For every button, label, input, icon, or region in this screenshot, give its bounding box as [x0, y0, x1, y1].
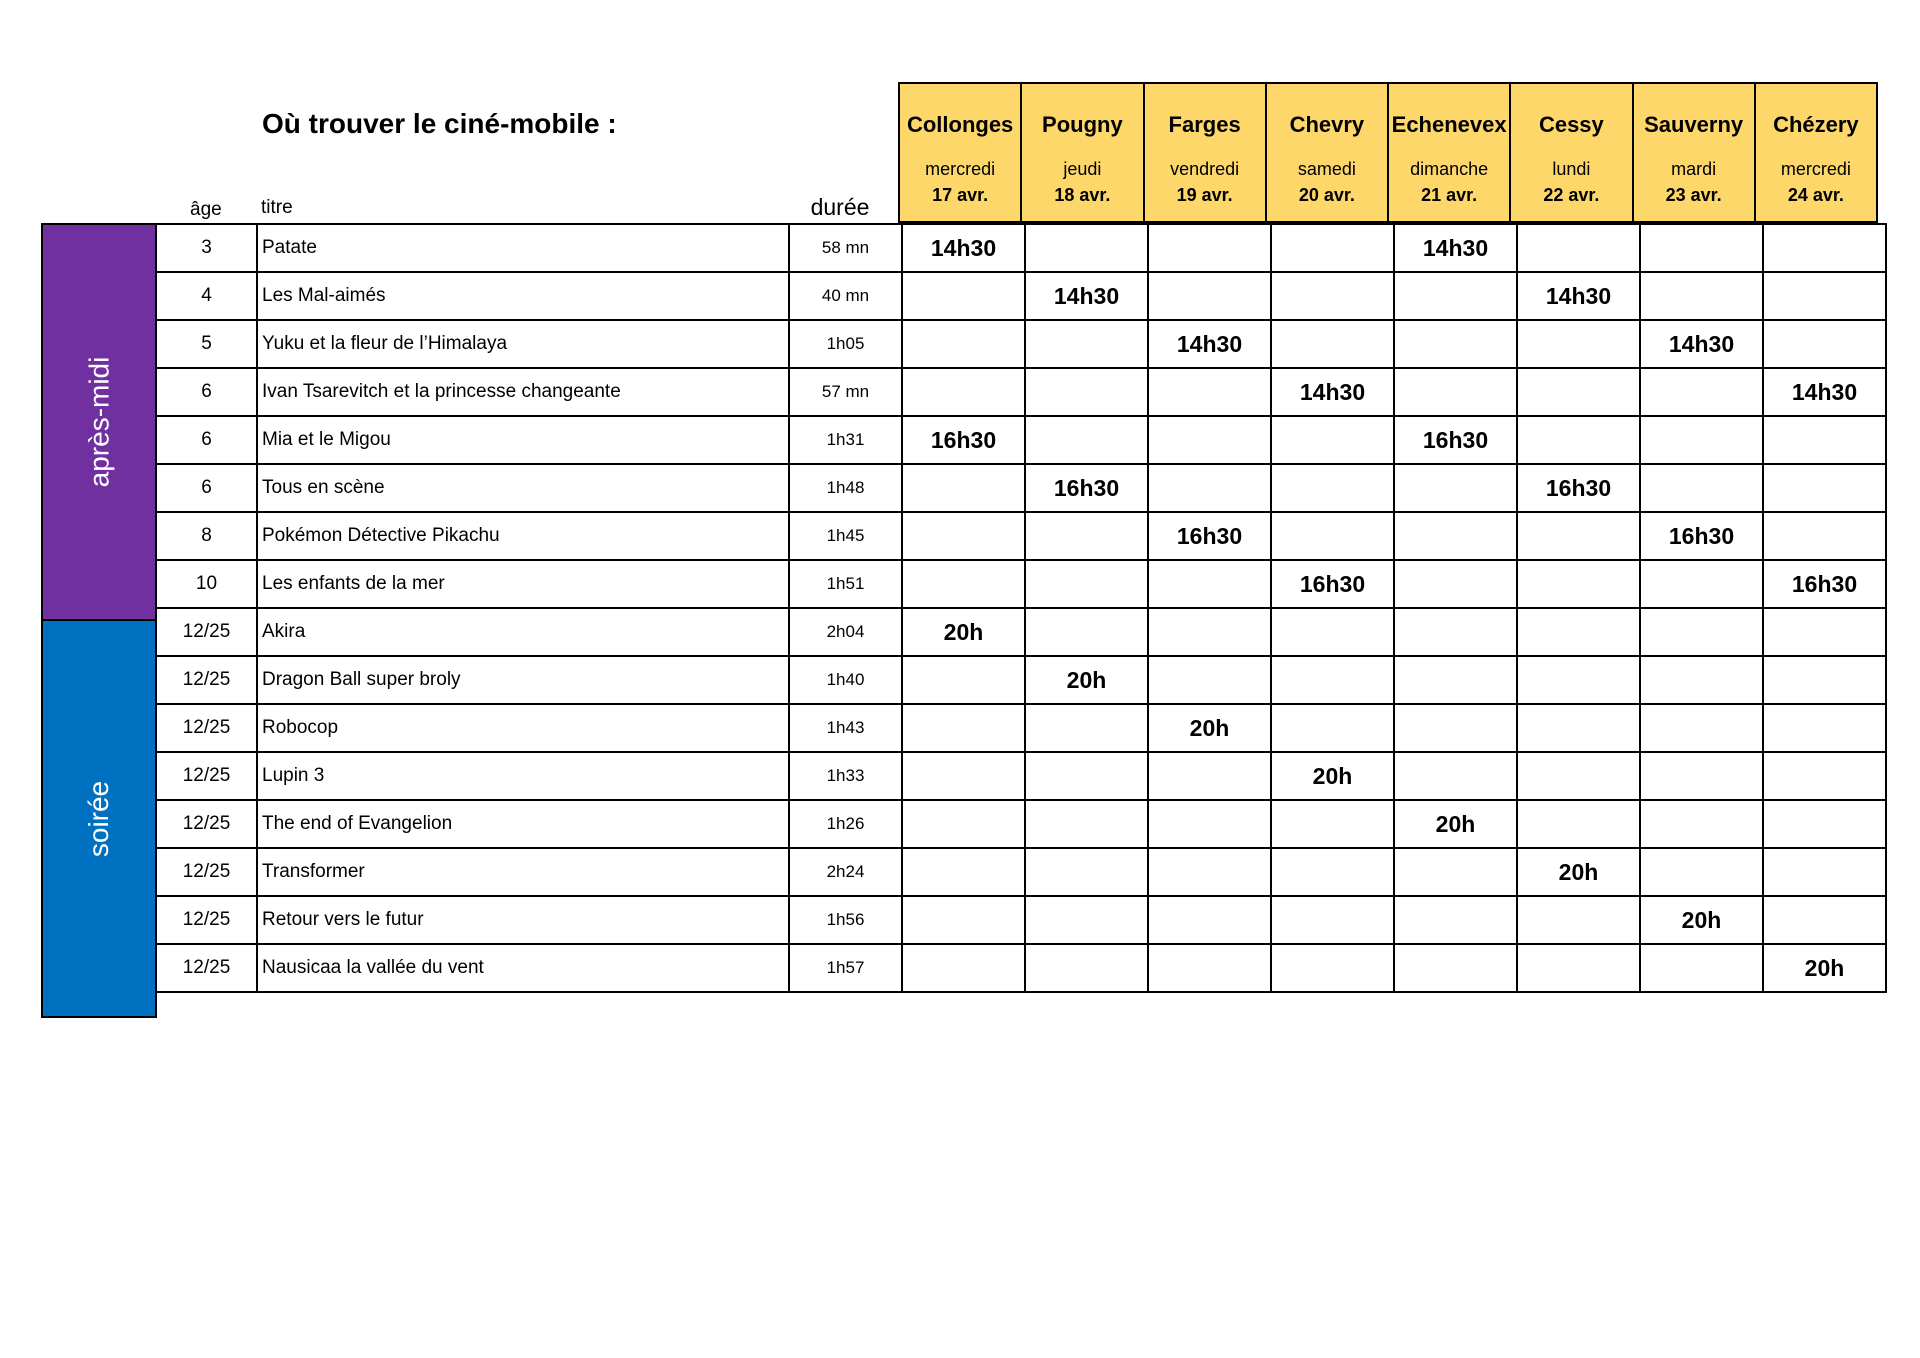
- table-row: [156, 464, 1886, 512]
- venue-name: Collonges: [906, 112, 1014, 137]
- showtime-cell: [1025, 512, 1148, 560]
- film-duration: 2h24: [789, 848, 902, 896]
- venue-column-4: [1389, 84, 1511, 221]
- film-title: Mia et le Migou: [257, 416, 789, 464]
- showtime-cell: [1763, 512, 1886, 560]
- venue-column-6: [1634, 84, 1756, 221]
- showtime-cell: [902, 704, 1025, 752]
- showtime-cell: [1763, 416, 1886, 464]
- venue-day: vendredi: [1170, 159, 1240, 179]
- showtime-cell: [1025, 704, 1148, 752]
- showtime-cell: 20h: [1763, 944, 1886, 992]
- showtime-cell: [1148, 224, 1271, 272]
- showtime-cell: 14h30: [1763, 368, 1886, 416]
- showtime-cell: [1271, 656, 1394, 704]
- film-duration: 1h31: [789, 416, 902, 464]
- venue-column-3: [1267, 84, 1389, 221]
- showtime-cell: [1763, 320, 1886, 368]
- venue-day: dimanche: [1410, 159, 1489, 179]
- film-duration: 1h57: [789, 944, 902, 992]
- film-duration: 1h45: [789, 512, 902, 560]
- age-column-header: âge: [190, 199, 222, 220]
- venue-date: 18 avr.: [1054, 185, 1111, 205]
- table-row: [156, 848, 1886, 896]
- showtime-cell: [1271, 944, 1394, 992]
- showtime-cell: [1271, 848, 1394, 896]
- showtime-cell: [1271, 272, 1394, 320]
- showtime-cell: [1271, 896, 1394, 944]
- showtime-cell: [1640, 272, 1763, 320]
- showtime-cell: [1025, 752, 1148, 800]
- showtime-cell: [1025, 560, 1148, 608]
- venue-name: Chézery: [1773, 112, 1859, 137]
- showtime-cell: 20h: [1640, 896, 1763, 944]
- venue-column-0: [900, 84, 1022, 221]
- showtime-cell: [1394, 896, 1517, 944]
- showtime-cell: [1640, 656, 1763, 704]
- table-row: [156, 560, 1886, 608]
- showtime-cell: 20h: [1025, 656, 1148, 704]
- venue-column-7: [1756, 84, 1876, 221]
- film-duration: 1h33: [789, 752, 902, 800]
- showtime-cell: [1394, 848, 1517, 896]
- film-age: 6: [156, 416, 257, 464]
- table-row: [156, 608, 1886, 656]
- showtime-cell: [1394, 272, 1517, 320]
- venue-day: mercredi: [1780, 159, 1851, 179]
- showtime-cell: [1640, 800, 1763, 848]
- film-age: 4: [156, 272, 257, 320]
- showtime-cell: [902, 800, 1025, 848]
- showtime-cell: [1517, 896, 1640, 944]
- table-row: [156, 704, 1886, 752]
- page-title: Où trouver le ciné-mobile :: [262, 108, 617, 139]
- showtime-cell: [1640, 752, 1763, 800]
- schedule-table: [155, 223, 1887, 993]
- film-duration: 1h43: [789, 704, 902, 752]
- showtime-cell: [1640, 704, 1763, 752]
- table-row: [156, 800, 1886, 848]
- showtime-cell: [1148, 608, 1271, 656]
- table-row: [156, 896, 1886, 944]
- film-age: 12/25: [156, 704, 257, 752]
- showtime-cell: 14h30: [1640, 320, 1763, 368]
- film-age: 3: [156, 224, 257, 272]
- showtime-cell: [1394, 560, 1517, 608]
- film-title: The end of Evangelion: [257, 800, 789, 848]
- showtime-cell: 16h30: [1394, 416, 1517, 464]
- film-title: Dragon Ball super broly: [257, 656, 789, 704]
- showtime-cell: [1025, 848, 1148, 896]
- showtime-cell: [1517, 800, 1640, 848]
- showtime-cell: [902, 368, 1025, 416]
- film-age: 6: [156, 368, 257, 416]
- showtime-cell: [1763, 464, 1886, 512]
- showtime-cell: [1763, 896, 1886, 944]
- showtime-cell: [1763, 608, 1886, 656]
- table-row: [156, 416, 1886, 464]
- showtime-cell: 20h: [1517, 848, 1640, 896]
- showtime-cell: [1763, 848, 1886, 896]
- showtime-cell: [1148, 848, 1271, 896]
- showtime-cell: [1271, 224, 1394, 272]
- showtime-cell: [1517, 944, 1640, 992]
- table-row: [156, 656, 1886, 704]
- venue-column-1: [1022, 84, 1144, 221]
- showtime-cell: [1394, 464, 1517, 512]
- showtime-cell: [1517, 320, 1640, 368]
- showtime-cell: [1271, 416, 1394, 464]
- showtime-cell: 14h30: [902, 224, 1025, 272]
- film-duration: 1h51: [789, 560, 902, 608]
- showtime-cell: [1148, 896, 1271, 944]
- venue-name: Pougny: [1042, 112, 1123, 137]
- showtime-cell: [1763, 752, 1886, 800]
- film-duration: 1h40: [789, 656, 902, 704]
- showtime-cell: [902, 320, 1025, 368]
- showtime-cell: [902, 272, 1025, 320]
- film-title: Akira: [257, 608, 789, 656]
- section-label-apres-midi: après-midi: [83, 356, 115, 488]
- showtime-cell: [1271, 512, 1394, 560]
- showtime-cell: [1517, 656, 1640, 704]
- section-apres-midi: [41, 223, 157, 621]
- showtime-cell: [902, 560, 1025, 608]
- showtime-cell: [902, 752, 1025, 800]
- venue-header-row: [898, 82, 1878, 223]
- film-age: 6: [156, 464, 257, 512]
- showtime-cell: [1271, 800, 1394, 848]
- showtime-cell: [1025, 896, 1148, 944]
- film-title: Yuku et la fleur de l’Himalaya: [257, 320, 789, 368]
- film-title: Les enfants de la mer: [257, 560, 789, 608]
- showtime-cell: [1148, 560, 1271, 608]
- table-row: [156, 944, 1886, 992]
- showtime-cell: [1148, 944, 1271, 992]
- table-row: [156, 224, 1886, 272]
- film-duration: 58 mn: [789, 224, 902, 272]
- showtime-cell: 16h30: [1517, 464, 1640, 512]
- showtime-cell: 14h30: [1517, 272, 1640, 320]
- showtime-cell: 14h30: [1394, 224, 1517, 272]
- film-age: 12/25: [156, 848, 257, 896]
- duration-column-header: durée: [810, 194, 870, 220]
- showtime-cell: [1148, 416, 1271, 464]
- showtime-cell: [1640, 464, 1763, 512]
- showtime-cell: [1148, 272, 1271, 320]
- showtime-cell: 14h30: [1025, 272, 1148, 320]
- showtime-cell: [1271, 320, 1394, 368]
- film-duration: 1h05: [789, 320, 902, 368]
- showtime-cell: [1763, 704, 1886, 752]
- showtime-cell: [1517, 416, 1640, 464]
- showtime-cell: 14h30: [1271, 368, 1394, 416]
- film-duration: 57 mn: [789, 368, 902, 416]
- showtime-cell: 14h30: [1148, 320, 1271, 368]
- title-column-header: titre: [261, 197, 293, 218]
- film-age: 5: [156, 320, 257, 368]
- showtime-cell: [1640, 608, 1763, 656]
- showtime-cell: [1025, 800, 1148, 848]
- showtime-cell: [1271, 464, 1394, 512]
- venue-name: Echenevex: [1391, 112, 1507, 137]
- showtime-cell: [1517, 704, 1640, 752]
- showtime-cell: [1640, 368, 1763, 416]
- film-title: Nausicaa la vallée du vent: [257, 944, 789, 992]
- showtime-cell: [1025, 224, 1148, 272]
- film-age: 12/25: [156, 608, 257, 656]
- showtime-cell: 16h30: [1640, 512, 1763, 560]
- showtime-cell: [1394, 944, 1517, 992]
- table-row: [156, 272, 1886, 320]
- venue-name: Farges: [1168, 112, 1241, 137]
- showtime-cell: [1025, 368, 1148, 416]
- venue-column-5: [1511, 84, 1633, 221]
- showtime-cell: 20h: [902, 608, 1025, 656]
- showtime-cell: [1271, 704, 1394, 752]
- showtime-cell: [1640, 224, 1763, 272]
- film-title: Tous en scène: [257, 464, 789, 512]
- showtime-cell: [1025, 944, 1148, 992]
- film-age: 12/25: [156, 944, 257, 992]
- showtime-cell: [1394, 368, 1517, 416]
- venue-day: lundi: [1552, 159, 1591, 179]
- showtime-cell: [1763, 224, 1886, 272]
- film-title: Lupin 3: [257, 752, 789, 800]
- film-duration: 2h04: [789, 608, 902, 656]
- table-row: [156, 368, 1886, 416]
- showtime-cell: [1517, 608, 1640, 656]
- showtime-cell: 20h: [1394, 800, 1517, 848]
- venue-day: jeudi: [1063, 159, 1102, 179]
- showtime-cell: [902, 944, 1025, 992]
- venue-date: 19 avr.: [1176, 185, 1233, 205]
- showtime-cell: [1025, 416, 1148, 464]
- showtime-cell: 16h30: [1763, 560, 1886, 608]
- showtime-cell: [1640, 944, 1763, 992]
- film-title: Robocop: [257, 704, 789, 752]
- showtime-cell: [1148, 800, 1271, 848]
- film-age: 10: [156, 560, 257, 608]
- showtime-cell: [1148, 656, 1271, 704]
- film-title: Patate: [257, 224, 789, 272]
- film-age: 12/25: [156, 656, 257, 704]
- venue-date: 21 avr.: [1421, 185, 1478, 205]
- film-title: Les Mal-aimés: [257, 272, 789, 320]
- showtime-cell: [1517, 752, 1640, 800]
- showtime-cell: 16h30: [1148, 512, 1271, 560]
- section-soiree: [41, 619, 157, 1018]
- venue-date: 23 avr.: [1665, 185, 1722, 205]
- venue-date: 20 avr.: [1298, 185, 1355, 205]
- showtime-cell: [1148, 464, 1271, 512]
- showtime-cell: [1517, 224, 1640, 272]
- film-age: 12/25: [156, 896, 257, 944]
- showtime-cell: [1394, 752, 1517, 800]
- film-title: Ivan Tsarevitch et la princesse changeante: [257, 368, 789, 416]
- showtime-cell: [1025, 608, 1148, 656]
- film-duration: 1h56: [789, 896, 902, 944]
- venue-day: samedi: [1297, 159, 1356, 179]
- film-age: 12/25: [156, 752, 257, 800]
- table-row: [156, 512, 1886, 560]
- showtime-cell: [902, 896, 1025, 944]
- showtime-cell: [1640, 416, 1763, 464]
- showtime-cell: [902, 464, 1025, 512]
- film-duration: 1h48: [789, 464, 902, 512]
- venue-name: Cessy: [1538, 112, 1604, 137]
- showtime-cell: [1394, 512, 1517, 560]
- venue-name: Sauverny: [1644, 112, 1744, 137]
- showtime-cell: [1394, 656, 1517, 704]
- showtime-cell: [1640, 560, 1763, 608]
- showtime-cell: 16h30: [1271, 560, 1394, 608]
- showtime-cell: [1394, 608, 1517, 656]
- showtime-cell: [1148, 752, 1271, 800]
- table-row: [156, 320, 1886, 368]
- venue-name: Chevry: [1289, 112, 1365, 137]
- showtime-cell: [1517, 368, 1640, 416]
- showtime-cell: [1763, 656, 1886, 704]
- film-age: 12/25: [156, 800, 257, 848]
- section-label-soiree: soirée: [82, 780, 114, 857]
- film-title: Transformer: [257, 848, 789, 896]
- showtime-cell: [1271, 608, 1394, 656]
- showtime-cell: 16h30: [1025, 464, 1148, 512]
- showtime-cell: [1394, 320, 1517, 368]
- showtime-cell: [1025, 320, 1148, 368]
- venue-date: 24 avr.: [1787, 185, 1844, 205]
- film-duration: 40 mn: [789, 272, 902, 320]
- venue-day: mardi: [1671, 159, 1717, 179]
- film-title: Retour vers le futur: [257, 896, 789, 944]
- showtime-cell: [1763, 800, 1886, 848]
- showtime-cell: [902, 656, 1025, 704]
- showtime-cell: 20h: [1148, 704, 1271, 752]
- showtime-cell: 20h: [1271, 752, 1394, 800]
- showtime-cell: [1517, 560, 1640, 608]
- showtime-cell: [1517, 512, 1640, 560]
- venue-column-2: [1145, 84, 1267, 221]
- showtime-cell: 16h30: [902, 416, 1025, 464]
- table-row: [156, 752, 1886, 800]
- showtime-cell: [902, 512, 1025, 560]
- film-duration: 1h26: [789, 800, 902, 848]
- venue-date: 17 avr.: [932, 185, 989, 205]
- film-age: 8: [156, 512, 257, 560]
- venue-day: mercredi: [925, 159, 996, 179]
- showtime-cell: [902, 848, 1025, 896]
- venue-date: 22 avr.: [1543, 185, 1600, 205]
- showtime-cell: [1148, 368, 1271, 416]
- showtime-cell: [1394, 704, 1517, 752]
- showtime-cell: [1640, 848, 1763, 896]
- film-title: Pokémon Détective Pikachu: [257, 512, 789, 560]
- showtime-cell: [1763, 272, 1886, 320]
